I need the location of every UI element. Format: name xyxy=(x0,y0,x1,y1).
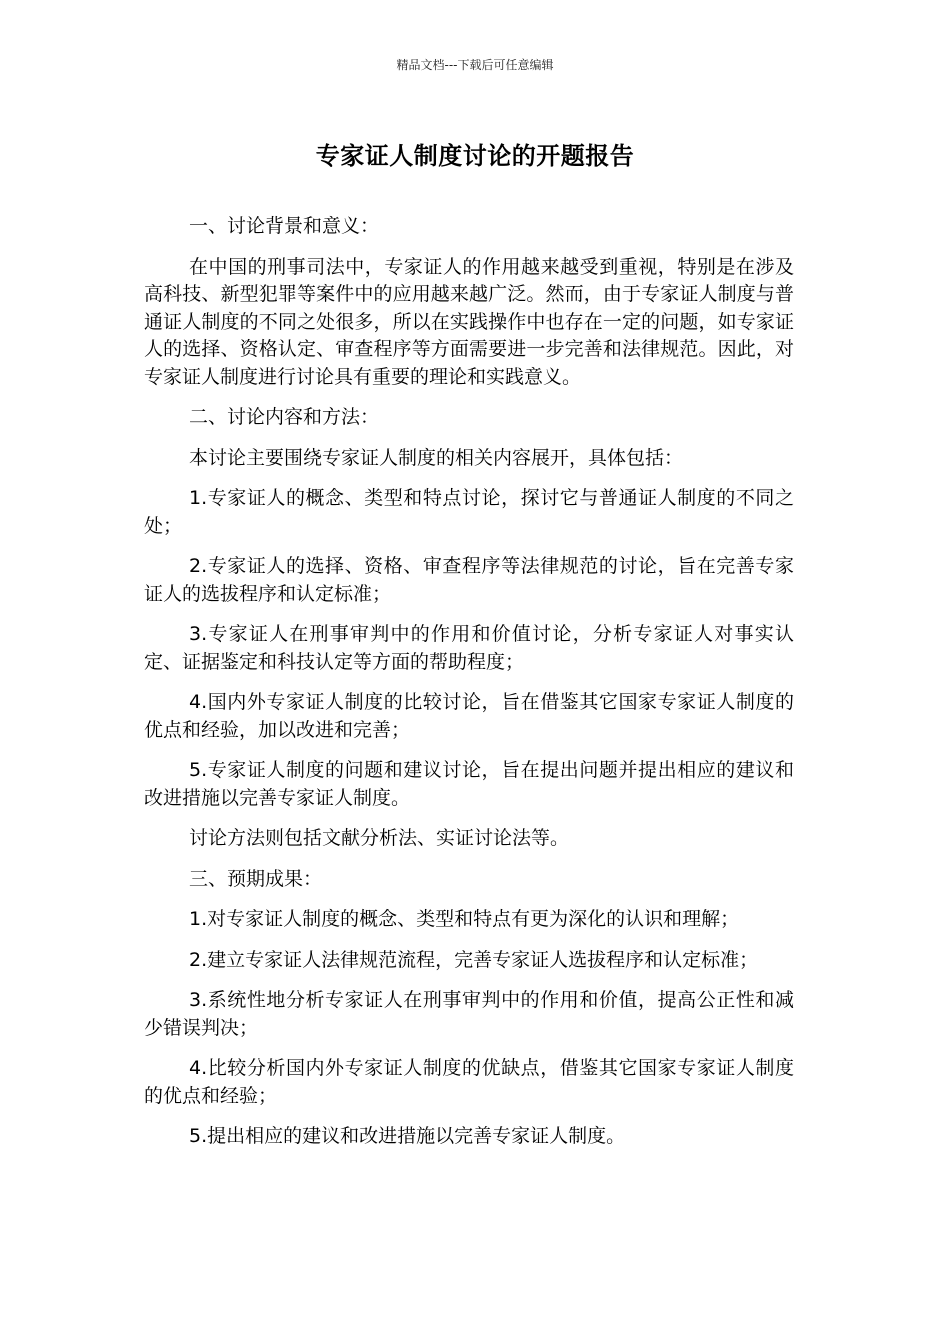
content-item-2: 2.专家证人的选择、资格、审查程序等法律规范的讨论，旨在完善专家证人的选拔程序和认定标准； xyxy=(144,555,794,605)
result-item-2: 2.建立专家证人法律规范流程，完善专家证人选拔程序和认定标准； xyxy=(189,948,759,971)
content-item-5: 5.专家证人制度的问题和建议讨论，旨在提出问题并提出相应的建议和改进措施以完善专家证人制度。 xyxy=(144,759,794,809)
content-item-4: 4.国内外专家证人制度的比较讨论，旨在借鉴其它国家专家证人制度的优点和经验，加以改进和完善； xyxy=(144,691,794,741)
result-item-5: 5.提出相应的建议和改进措施以完善专家证人制度。 xyxy=(189,1125,626,1147)
content-item-3: 3.专家证人在刑事审判中的作用和价值讨论，分析专家证人对事实认定、证据鉴定和科技认定等方面的帮助程度； xyxy=(144,623,794,673)
content-item-1: 1.专家证人的概念、类型和特点讨论，探讨它与普通证人制度的不同之处； xyxy=(144,487,794,537)
result-item-3: 3.系统性地分析专家证人在刑事审判中的作用和价值，提高公正性和减少错误判决； xyxy=(144,989,794,1039)
section-heading-expected-results: 三、预期成果： xyxy=(189,867,323,890)
paragraph-content-intro: 本讨论主要围绕专家证人制度的相关内容展开，具体包括： xyxy=(189,446,684,469)
document-title: 专家证人制度讨论的开题报告 xyxy=(315,142,635,170)
paragraph-methods: 讨论方法则包括文献分析法、实证讨论法等。 xyxy=(189,827,570,849)
result-item-1: 1.对专家证人制度的概念、类型和特点有更为深化的认识和理解； xyxy=(189,908,740,930)
result-item-4: 4.比较分析国内外专家证人制度的优缺点，借鉴其它国家专家证人制度的优点和经验； xyxy=(144,1057,794,1107)
paragraph-background: 在中国的刑事司法中，专家证人的作用越来越受到重视，特别是在涉及高科技、新型犯罪等案件中的应用越来越广泛。然而，由于专家证人制度与普通证人制度的不同之处很多，所以在实践操作中也存在一定的问题，如专家证人的选择、资格认定、审查程序等方面需要进一步完善和法律规范。因此，对专家证人制度进行讨论具有重要的理论和实践意义。 xyxy=(144,255,794,388)
section-heading-background: 一、讨论背景和意义： xyxy=(189,215,380,237)
document-body xyxy=(144,213,794,1164)
page-header: 精品文档---下载后可任意编辑 xyxy=(396,58,554,72)
section-heading-content-methods: 二、讨论内容和方法： xyxy=(189,406,380,428)
